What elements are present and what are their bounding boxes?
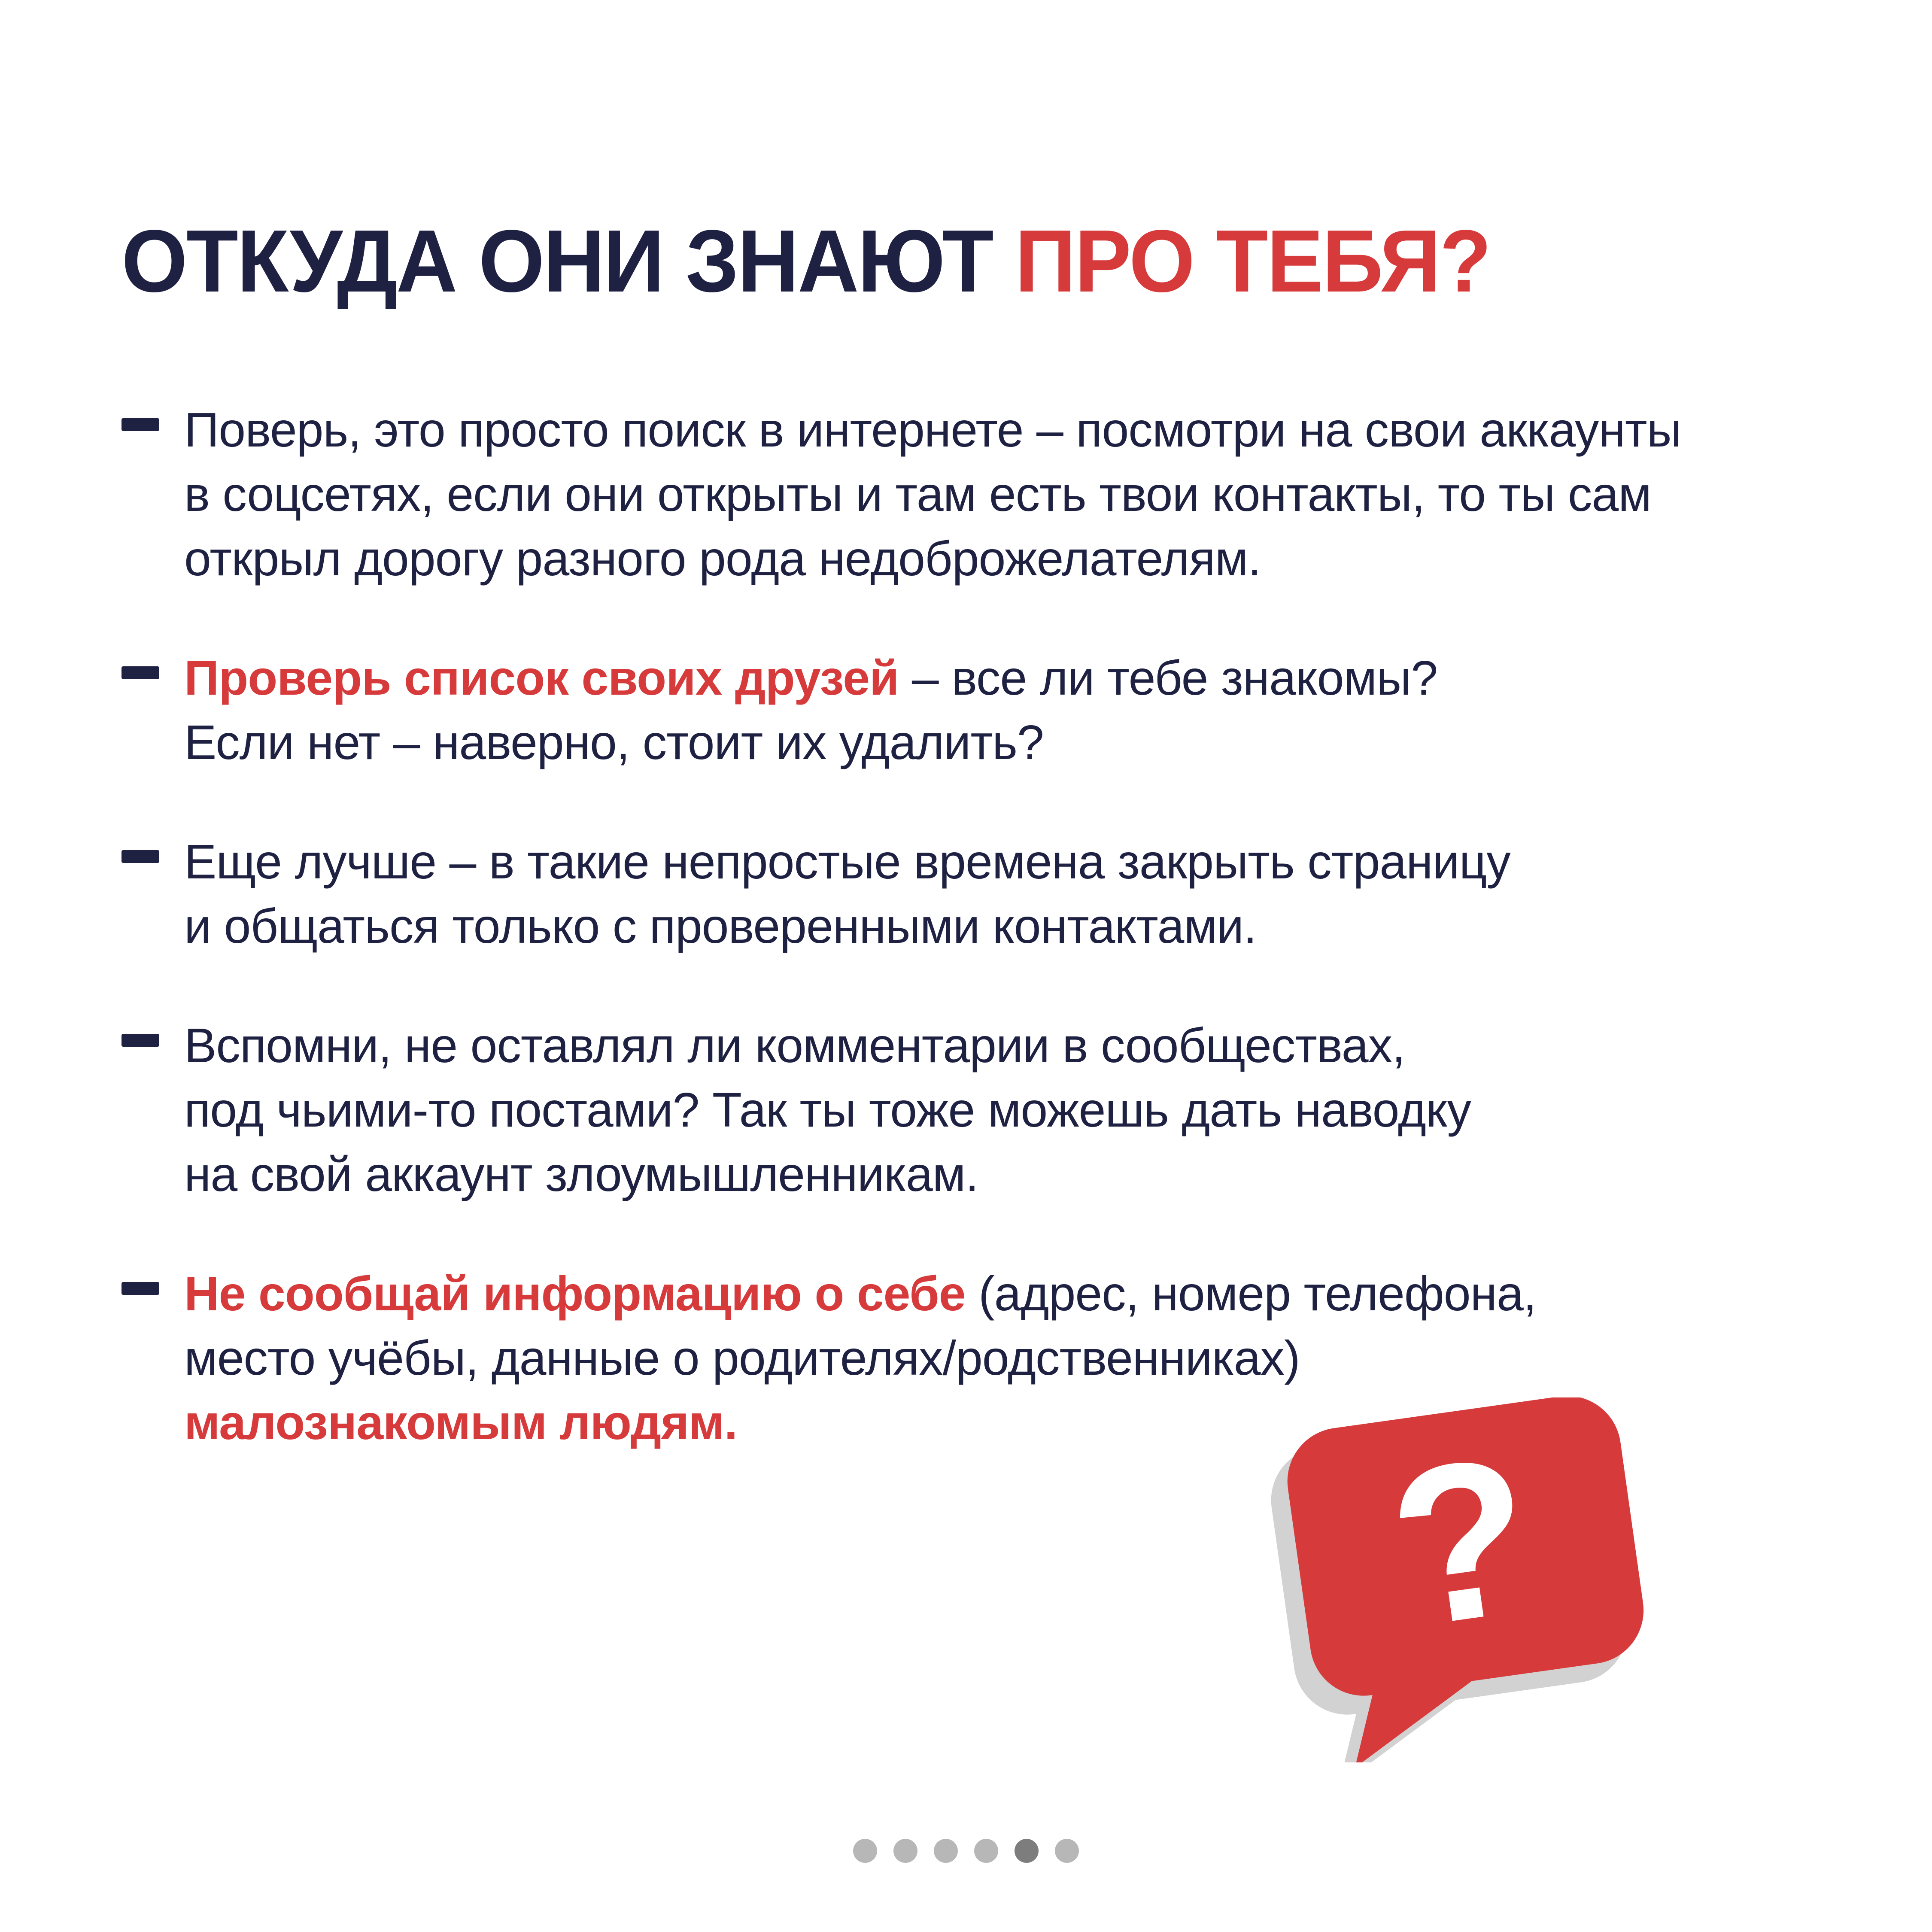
pagination-dot[interactable] [1055, 1839, 1079, 1863]
bullet-list [122, 398, 1830, 1510]
pagination-dot[interactable] [974, 1839, 998, 1863]
text-segment: место учёбы, данные о родителях/родственниках) [184, 1331, 1300, 1385]
text-segment: Поверь, это просто поиск в интернете – посмотри на свои аккаунты [184, 403, 1681, 457]
bullet-line [184, 526, 1681, 591]
bullet-line [184, 710, 1437, 775]
page-title-dark: ОТКУДА ОНИ ЗНАЮТ [122, 212, 1015, 311]
page-title [122, 210, 1490, 312]
text-segment: Если нет – наверно, стоит их удалить? [184, 715, 1044, 769]
bullet-line [184, 1261, 1536, 1326]
text-segment: открыл дорогу разного рода недоброжелателям. [184, 532, 1261, 586]
bullet-dash-icon [122, 1034, 159, 1047]
pagination-dot[interactable] [853, 1839, 877, 1863]
pagination-dot-active[interactable] [1015, 1839, 1039, 1863]
bullet-line [184, 1078, 1471, 1142]
text-segment: под чьими-то постами? Так ты тоже можешь дать наводку [184, 1083, 1471, 1137]
text-segment: и общаться только с проверенными контактами. [184, 899, 1257, 953]
page-title-red: ПРО ТЕБЯ? [1015, 212, 1491, 311]
bullet-text [184, 829, 1510, 958]
bullet-item [122, 1013, 1830, 1206]
bullet-line [184, 1142, 1471, 1206]
question-mark-glyph: ? [1377, 1409, 1547, 1675]
bullet-text [184, 1013, 1471, 1206]
text-segment: Не сообщай информацию о себе [184, 1267, 966, 1321]
text-segment: Вспомни, не оставлял ли комментарии в сообществах, [184, 1018, 1405, 1072]
bullet-line [184, 1013, 1471, 1078]
bullet-item [122, 398, 1830, 591]
bullet-line [184, 894, 1510, 958]
question-bubble-icon [1260, 1397, 1672, 1762]
text-segment: (адрес, номер телефона, [965, 1267, 1537, 1321]
bullet-item [122, 646, 1830, 775]
text-segment: Проверь список своих друзей [184, 651, 899, 705]
text-segment: Еще лучше – в такие непростые времена закрыть страницу [184, 835, 1510, 889]
pagination [0, 1839, 1932, 1863]
bullet-dash-icon [122, 1282, 159, 1295]
bullet-text [184, 646, 1437, 775]
bullet-text [184, 398, 1681, 591]
text-segment: на свой аккаунт злоумышленникам. [184, 1147, 978, 1201]
text-segment: малознакомым людям. [184, 1395, 738, 1449]
bullet-line [184, 1326, 1536, 1390]
bullet-line [184, 829, 1510, 894]
pagination-dot[interactable] [893, 1839, 917, 1863]
bullet-dash-icon [122, 850, 159, 863]
bullet-line [184, 462, 1681, 526]
text-segment: в соцсетях, если они открыты и там есть твои контакты, то ты сам [184, 467, 1651, 521]
bullet-dash-icon [122, 666, 159, 679]
pagination-dot[interactable] [934, 1839, 958, 1863]
bullet-line [184, 646, 1437, 710]
bullet-item [122, 829, 1830, 958]
text-segment: – все ли тебе знакомы? [899, 651, 1438, 705]
bullet-dash-icon [122, 418, 159, 431]
bullet-line [184, 398, 1681, 462]
